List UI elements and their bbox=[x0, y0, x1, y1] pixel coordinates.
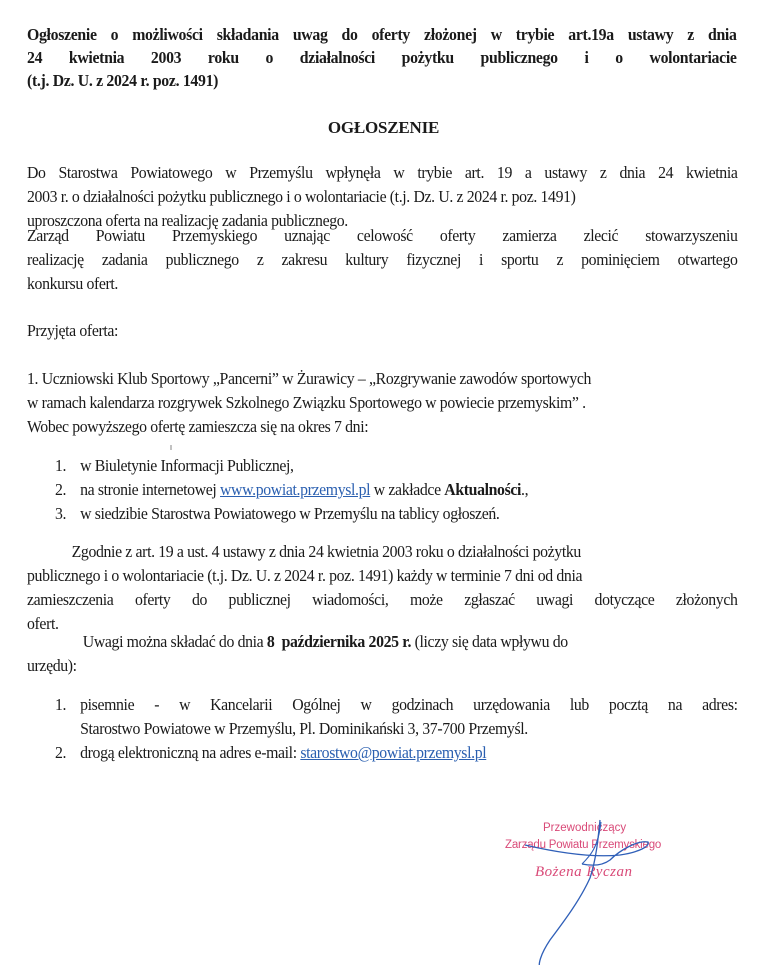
list-line bbox=[55, 693, 738, 717]
submission-list bbox=[55, 693, 738, 765]
paragraph-line: zamieszczenia oferty do publicznej wiadomości, może zgłaszać uwagi dotyczące złożonych bbox=[27, 590, 738, 609]
list-text: ., bbox=[521, 480, 529, 499]
legal-basis-paragraph bbox=[27, 540, 738, 636]
paragraph-line: ofert. bbox=[27, 614, 59, 633]
paragraph-line: 1. Uczniowski Klub Sportowy „Pancerni” w Żurawicy – „Rozgrywanie zawodów sportowych bbox=[27, 369, 592, 388]
paragraph-line: 2003 r. o działalności pożytku publicznego i o wolontariacie (t.j. Dz. U. z 2024 r. poz. 1491) bbox=[27, 187, 576, 206]
intro-paragraph bbox=[27, 161, 738, 233]
list-text: na stronie internetowej bbox=[80, 480, 221, 499]
list-number: 2. bbox=[55, 480, 67, 499]
title-line: Ogłoszenie o możliwości składania uwag do oferty złożonej w trybie art.19a ustawy z dnia bbox=[27, 25, 737, 44]
list-number: 2. bbox=[55, 743, 67, 762]
paragraph-line: Zarząd Powiatu Przemyskiego uznając celowość oferty zamierza zlecić stowarzyszeniu bbox=[27, 226, 738, 245]
scan-speck bbox=[170, 445, 172, 450]
list-item bbox=[55, 454, 706, 478]
deadline-day: 8 bbox=[266, 632, 275, 651]
stamp-name: Bożena Ryczan bbox=[535, 864, 633, 880]
stamp-position: Przewodniczący bbox=[543, 822, 627, 834]
list-text: drogą elektroniczną na adres e-mail: bbox=[80, 743, 301, 762]
paragraph-line: realizację zadania publicznego z zakresu kultury fizycznej i sportu z pominięciem otwartego bbox=[27, 250, 738, 269]
list-item bbox=[55, 741, 738, 765]
paragraph-line: w ramach kalendarza rozgrywek Szkolnego Związku Sportowego w powiecie przemyskim” . bbox=[27, 393, 586, 412]
list-item bbox=[55, 478, 706, 502]
list-text: Starostwo Powiatowe w Przemyślu, Pl. Dominikański 3, 37-700 Przemyśl. bbox=[80, 719, 528, 738]
deadline-text: (liczy się data wpływu do bbox=[411, 632, 568, 651]
accepted-offer-label: Przyjęta oferta: bbox=[27, 321, 119, 340]
list-text: w siedzibie Starostwa Powiatowego w Przemyślu na tablicy ogłoszeń. bbox=[80, 504, 500, 523]
website-link[interactable]: www.powiat.przemysl.pl bbox=[220, 480, 371, 499]
list-number: 3. bbox=[55, 504, 67, 523]
deadline-paragraph bbox=[27, 630, 738, 678]
publication-list bbox=[55, 454, 706, 526]
paragraph-line: konkursu ofert. bbox=[27, 274, 119, 293]
decision-paragraph bbox=[27, 224, 738, 296]
list-item bbox=[55, 693, 738, 741]
document-title bbox=[27, 23, 737, 92]
deadline-month-year: października 2025 r. bbox=[281, 632, 412, 651]
paragraph-line: urzędu): bbox=[27, 656, 77, 675]
deadline-text: Uwagi można składać do dnia bbox=[82, 632, 267, 651]
list-number: 1. bbox=[55, 456, 67, 475]
paragraph-line: Do Starostwa Powiatowego w Przemyślu wpłynęła w trybie art. 19 a ustawy z dnia 24 kwietnia bbox=[27, 163, 738, 182]
list-number: 1. bbox=[55, 695, 67, 714]
paragraph-line bbox=[27, 540, 738, 564]
news-tab-name: Aktualności bbox=[444, 480, 522, 499]
title-line: (t.j. Dz. U. z 2024 r. poz. 1491) bbox=[27, 71, 219, 90]
offer-paragraph bbox=[27, 367, 767, 439]
paragraph-line bbox=[27, 630, 738, 654]
title-line: 24 kwietnia 2003 roku o działalności pożytku publicznego i o wolontariacie bbox=[27, 48, 737, 67]
list-text: w zakładce bbox=[370, 480, 445, 499]
paragraph-line: Wobec powyższego ofertę zamieszcza się na okres 7 dni: bbox=[27, 417, 369, 436]
paragraph-line: uproszczona oferta na realizację zadania publicznego. bbox=[27, 211, 348, 230]
email-link[interactable]: starostwo@powiat.przemysl.pl bbox=[300, 743, 487, 762]
list-text: w Biuletynie Informacji Publicznej, bbox=[80, 456, 294, 475]
paragraph-line: publicznego i o wolontariacie (t.j. Dz. U. z 2024 r. poz. 1491) każdy w terminie 7 dni od dnia bbox=[27, 566, 583, 585]
announcement-heading: OGŁOSZENIE bbox=[327, 118, 440, 137]
paragraph-text: Zgodnie z art. 19 a ust. 4 ustawy z dnia 24 kwietnia 2003 roku o działalności pożytku bbox=[71, 542, 581, 561]
list-text: pisemnie - w Kancelarii Ogólnej w godzinach urzędowania lub pocztą na adres: bbox=[80, 695, 738, 714]
stamp-office: Zarządu Powiatu Przemyskiego bbox=[505, 839, 662, 851]
list-item bbox=[55, 502, 706, 526]
